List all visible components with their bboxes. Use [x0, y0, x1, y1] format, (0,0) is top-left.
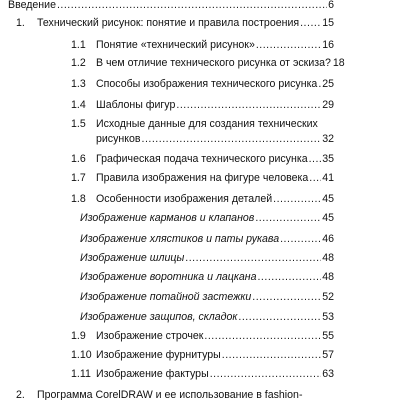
toc-row-tabs[interactable]	[0, 234, 400, 248]
dot-leader	[256, 40, 321, 51]
toc-number: 2.	[16, 389, 25, 400]
toc-entry	[96, 154, 334, 165]
toc-title: Изображение потайной застежки	[80, 291, 252, 303]
toc-entry	[96, 173, 334, 184]
toc-title: Изображение карманов и клапанов	[80, 212, 255, 224]
toc-page-number: 25	[322, 78, 334, 90]
toc-page-number: 15	[322, 17, 334, 29]
toc-title: Введение	[8, 0, 56, 11]
toc-title: Технический рисунок: понятие и правила построения	[37, 17, 300, 29]
toc-row-hidden-fastener[interactable]	[0, 292, 400, 306]
toc-number: 1.1	[71, 39, 86, 51]
toc-page-number: 16	[322, 39, 334, 51]
toc-page-number: 18	[332, 57, 345, 69]
toc-row-1-9[interactable]	[0, 331, 400, 345]
toc-page-number: 6	[328, 0, 334, 11]
toc-row-intro[interactable]	[0, 0, 400, 14]
dot-leader	[318, 79, 321, 90]
toc-title: Изображение защипов, складок	[80, 311, 238, 323]
toc-entry	[96, 350, 334, 361]
toc-number: 1.6	[71, 153, 86, 165]
toc-title-line-1: Исходные данные для создания технических	[96, 118, 318, 130]
toc-number: 1.9	[71, 330, 86, 342]
toc-entry	[80, 312, 334, 323]
toc-page-number: 57	[322, 349, 334, 361]
toc-entry	[96, 331, 334, 342]
toc-page-number: 48	[322, 252, 334, 264]
toc-title: Способы изображения технического рисунка	[96, 78, 318, 90]
toc-number: 1.4	[71, 99, 86, 111]
toc-entry	[80, 234, 334, 245]
toc-number: 1.11	[71, 368, 91, 380]
toc-page-number: 55	[322, 330, 334, 342]
toc-page-number: 29	[322, 99, 334, 111]
toc-entry	[96, 100, 334, 111]
toc-row-1-11[interactable]	[0, 369, 400, 383]
dot-leader	[210, 369, 322, 380]
dot-leader	[257, 272, 321, 283]
toc-number: 1.5	[71, 118, 86, 130]
toc-entry	[96, 40, 334, 51]
toc-entry	[80, 292, 334, 303]
toc-title-line-2: рисунков	[96, 133, 141, 145]
toc-page-number: 45	[322, 193, 334, 205]
dot-leader	[255, 213, 321, 224]
toc-page-number: 46	[322, 233, 334, 245]
dot-leader	[222, 350, 321, 361]
toc-entry	[8, 0, 334, 11]
toc-page-number: 45	[322, 212, 334, 224]
toc-row-chapter-1[interactable]	[0, 18, 400, 32]
toc-entry	[80, 253, 334, 264]
toc-row-1-10[interactable]	[0, 350, 400, 364]
toc-title: Программа CorelDRAW и ее использование в fashion-	[37, 389, 303, 400]
toc-entry	[80, 213, 334, 224]
toc-title: Изображение воротника и лацкана	[80, 271, 257, 283]
toc-row-1-8[interactable]	[0, 194, 400, 208]
toc-page-number: 53	[322, 311, 334, 323]
toc-entry	[96, 79, 334, 90]
dot-leader	[57, 0, 327, 11]
dot-leader	[185, 253, 321, 264]
toc-row-chapter-2[interactable]	[0, 390, 400, 400]
toc-row-1-5[interactable]	[0, 119, 400, 153]
toc-row-1-4[interactable]	[0, 100, 400, 114]
toc-title: Изображение фактуры	[96, 368, 209, 380]
dot-leader	[309, 154, 322, 165]
toc-row-pockets[interactable]	[0, 213, 400, 227]
toc-entry	[96, 134, 334, 145]
dot-leader	[252, 292, 321, 303]
toc-row-1-2[interactable]	[0, 58, 400, 72]
dot-leader	[300, 18, 321, 29]
toc-row-vent[interactable]	[0, 253, 400, 267]
toc-row-1-1[interactable]	[0, 40, 400, 54]
dot-leader	[273, 194, 321, 205]
toc-page-number: 63	[322, 368, 334, 380]
toc-page-number: 52	[322, 291, 334, 303]
toc-entry	[96, 194, 334, 205]
toc-page-number: 48	[322, 271, 334, 283]
toc-number: 1.7	[71, 172, 86, 184]
toc-row-1-3[interactable]	[0, 79, 400, 93]
toc-entry	[37, 18, 334, 29]
toc-number: 1.2	[71, 57, 86, 69]
dot-leader	[176, 100, 321, 111]
toc-title: Изображение фурнитуры	[96, 349, 221, 361]
dot-leader	[309, 173, 321, 184]
dot-leader	[142, 134, 322, 145]
toc-title: В чем отличие технического рисунка от эскиза?	[96, 57, 331, 69]
toc-title: Правила изображения на фигуре человека	[96, 172, 309, 184]
toc-entry	[96, 369, 334, 380]
toc-title: Понятие «технический рисунок»	[96, 39, 255, 51]
toc-page-number: 41	[322, 172, 334, 184]
toc-title: Шаблоны фигур	[96, 99, 176, 111]
toc-title: Изображение хлястиков и паты рукава	[80, 233, 280, 245]
toc-number: 1.8	[71, 193, 86, 205]
dot-leader	[238, 312, 321, 323]
toc-row-1-7[interactable]	[0, 173, 400, 187]
toc-entry	[80, 272, 334, 283]
toc-row-pleats[interactable]	[0, 312, 400, 326]
toc-title: Особенности изображения деталей	[96, 193, 273, 205]
toc-title: Изображение шлицы	[80, 252, 185, 264]
toc-title: Изображение строчек	[96, 330, 204, 342]
toc-page-number: 35	[322, 153, 334, 165]
dot-leader	[280, 234, 321, 245]
toc-number: 1.	[16, 17, 25, 29]
toc-page-number: 32	[322, 133, 334, 145]
toc-row-1-6[interactable]	[0, 154, 400, 168]
toc-title: Графическая подача технического рисунка	[96, 153, 308, 165]
toc-number: 1.3	[71, 78, 86, 90]
dot-leader	[204, 331, 321, 342]
toc-number: 1.10	[71, 349, 92, 361]
toc-row-collar[interactable]	[0, 272, 400, 286]
toc-entry	[96, 57, 345, 69]
